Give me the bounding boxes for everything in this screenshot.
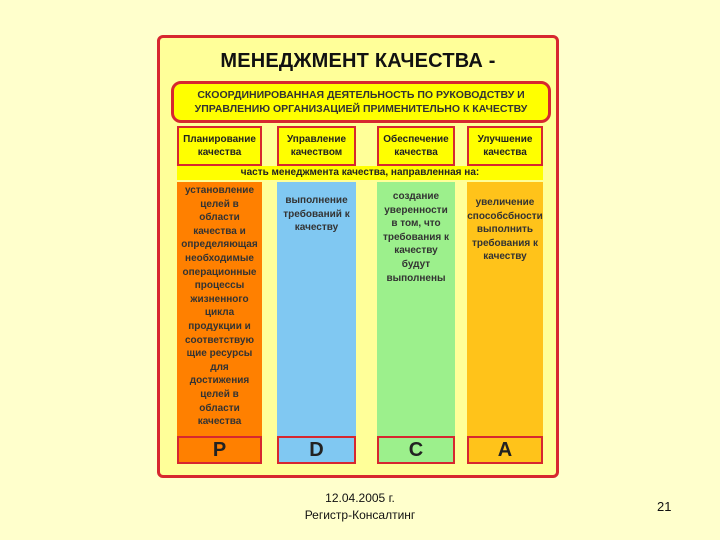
column-body-line: выполнены — [386, 272, 446, 284]
column-body-line: целей в — [200, 198, 239, 210]
header-assurance: Обеспечение качества — [377, 126, 455, 166]
column-body-line: операционные — [182, 266, 257, 278]
column-body-line: требований к — [283, 208, 350, 220]
column-body-line: качеству — [394, 245, 438, 257]
footer-company: Регистр-Консалтинг — [304, 508, 416, 522]
header-improvement: Улучшение качества — [467, 126, 543, 166]
header-control: Управление качеством — [277, 126, 356, 166]
footer-date: 12.04.2005 г. — [325, 491, 395, 505]
header-planning: Планирование качества — [177, 126, 262, 166]
pdca-letter-p: P — [177, 436, 262, 464]
column-body-line: способсбности — [467, 210, 543, 222]
slide-title: МЕНЕДЖМЕНТ КАЧЕСТВА - — [220, 50, 496, 72]
pdca-letter-a: A — [467, 436, 543, 464]
pdca-letter-d: D — [277, 436, 356, 464]
column-body-line: жизненного — [190, 293, 249, 305]
column-assurance — [377, 182, 455, 437]
column-body-line: создание — [392, 191, 440, 202]
section-band: часть менеджмента качества, направленная на: — [177, 166, 543, 180]
column-body-line: области — [199, 402, 240, 414]
pdca-letter-c: C — [377, 436, 455, 464]
page-number: 21 — [657, 499, 672, 514]
column-planning — [177, 182, 262, 437]
column-body-line: качеству — [294, 222, 339, 234]
column-body-line: необходимые — [185, 252, 254, 264]
column-improvement — [467, 182, 543, 437]
definition-box: СКООРДИНИРОВАННАЯ ДЕЯТЕЛЬНОСТЬ ПО РУКОВОДСТВУ И УПРАВЛЕНИЮ ОРГАНИЗАЦИЕЙ ПРИМЕНИТЕЛЬНО К КАЧЕСТВУ — [171, 81, 551, 123]
footer — [270, 490, 450, 524]
column-body-line: определяющая — [181, 239, 258, 251]
column-body-line: для — [210, 361, 229, 373]
column-body-line: щие ресурсы — [186, 348, 253, 360]
column-body-line: уверенности — [384, 204, 448, 216]
column-body-line: требования к — [471, 237, 539, 249]
column-body-line: области — [199, 212, 240, 224]
column-body-line: в том, что — [391, 218, 441, 230]
column-body-line: выполнение — [285, 195, 348, 206]
column-body-line: качества — [197, 416, 242, 428]
column-body-line: увеличение — [475, 197, 535, 208]
column-body-line: качества и — [193, 225, 246, 237]
column-body-line: будут — [401, 258, 431, 270]
column-body-line: процессы — [194, 280, 245, 292]
column-body-line: установление — [184, 185, 255, 196]
column-body-line: требования к — [382, 231, 450, 243]
column-body-line: целей в — [200, 388, 239, 400]
column-body-line: качеству — [483, 251, 527, 263]
column-body-line: достижения — [189, 375, 250, 387]
column-body-line: выполнить — [476, 224, 534, 236]
column-body-line: цикла — [204, 307, 235, 319]
column-body-line: соответствую — [184, 334, 255, 346]
column-body-line: продукции и — [188, 320, 251, 332]
column-control — [277, 182, 356, 437]
